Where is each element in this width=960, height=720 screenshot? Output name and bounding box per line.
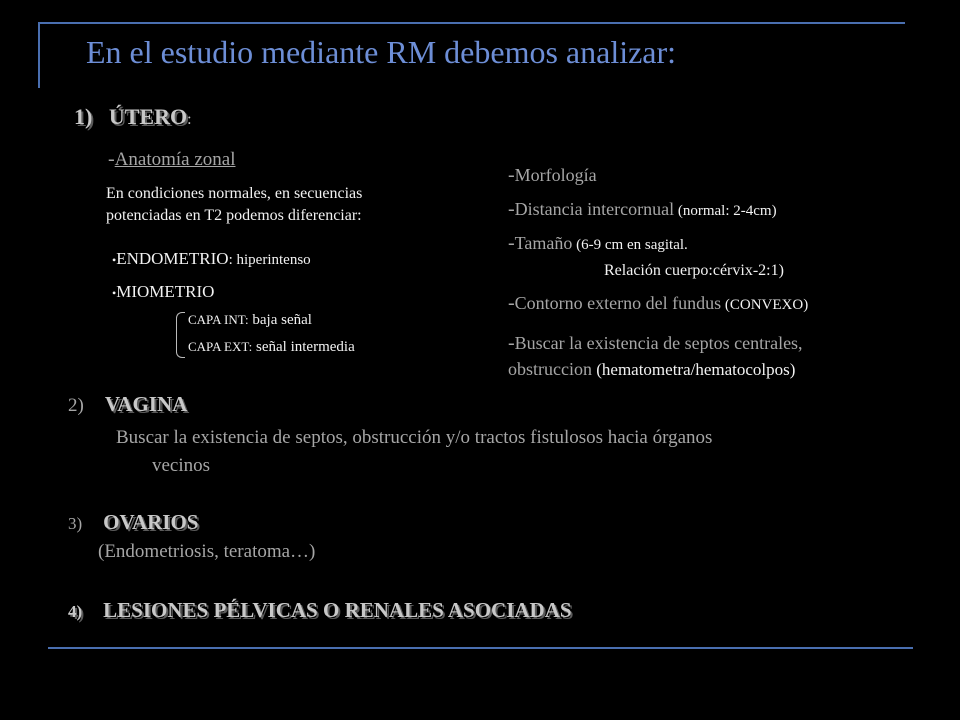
section-number: 2) <box>68 395 84 416</box>
vagina-text <box>116 424 712 480</box>
section-name: VAGINA <box>104 392 188 416</box>
left-rule <box>38 22 40 88</box>
bullet-miometrio: •MIOMETRIO <box>112 282 215 301</box>
item-morfologia: -Morfología <box>508 164 597 186</box>
conditions-line-2: potenciadas en T2 podemos diferenciar: <box>106 207 362 224</box>
section-name: LESIONES PÉLVICAS O RENALES ASOCIADAS <box>103 598 572 622</box>
section-lesiones-heading <box>68 598 572 623</box>
item-note: (normal: 2-4cm) <box>674 203 777 219</box>
bottom-rule <box>48 647 913 649</box>
item-label: Tamaño <box>514 233 573 253</box>
bullet-endometrio: •ENDOMETRIO: hiperintenso <box>112 249 311 268</box>
item-tamano: -Tamaño (6-9 cm en sagital. <box>508 232 688 254</box>
item-label: Distancia intercornual <box>514 199 675 219</box>
dash: - <box>108 148 115 170</box>
section-name: OVARIOS <box>103 510 199 534</box>
conditions-line-1: En condiciones normales, en secuencias <box>106 185 363 202</box>
capa-label: CAPA EXT: <box>188 339 253 354</box>
item-distancia: -Distancia intercornual (normal: 2-4cm) <box>508 198 777 220</box>
item-label-2: obstruccion <box>508 359 592 379</box>
item-label: Buscar la existencia de septos centrales, <box>514 333 803 353</box>
vagina-line-1: Buscar la existencia de septos, obstrucción y/o tractos fistulosos hacia órganos <box>116 427 713 448</box>
item-label: Morfología <box>514 165 597 185</box>
item-note: (CONVEXO) <box>721 297 809 313</box>
bullet-label: ENDOMETRIO <box>116 249 229 268</box>
conditions-text <box>106 183 362 227</box>
item-septos: -Buscar la existencia de septos centrales, obstruccion (hematometra/hematocolpos) <box>508 332 803 379</box>
capa-detail: baja señal <box>248 312 312 328</box>
capa-brace <box>176 312 185 358</box>
bullet-detail: : hiperintenso <box>228 252 311 268</box>
capa-detail: señal intermedia <box>252 339 355 355</box>
capa-ext <box>188 339 355 356</box>
vagina-line-2: vecinos <box>152 455 211 476</box>
anatomia-zonal <box>108 148 236 171</box>
bullet-label: MIOMETRIO <box>116 282 215 301</box>
capa-int <box>188 312 312 329</box>
item-note: (6-9 cm en sagital. <box>572 237 688 253</box>
item-note: (hematometra/hematocolpos) <box>591 360 796 379</box>
section-utero-heading <box>74 104 192 130</box>
section-name: ÚTERO <box>108 104 188 129</box>
section-number: 4) <box>68 602 83 621</box>
item-contorno: -Contorno externo del fundus (CONVEXO) <box>508 292 809 314</box>
section-vagina-heading <box>68 392 187 417</box>
section-colon: : <box>187 111 192 128</box>
top-rule <box>40 22 905 24</box>
ovarios-text: (Endometriosis, teratoma…) <box>98 541 316 562</box>
capa-label: CAPA INT: <box>188 312 249 327</box>
section-ovarios-heading <box>68 510 198 535</box>
slide-title: En el estudio mediante RM debemos analizar: <box>86 34 677 70</box>
item-tamano-note-2: Relación cuerpo:cérvix-2:1) <box>604 262 784 279</box>
item-label: Contorno externo del fundus <box>514 293 722 313</box>
anatomia-zonal-label: Anatomía zonal <box>114 149 236 170</box>
section-number: 3) <box>68 514 83 533</box>
section-number: 1) <box>74 104 93 129</box>
